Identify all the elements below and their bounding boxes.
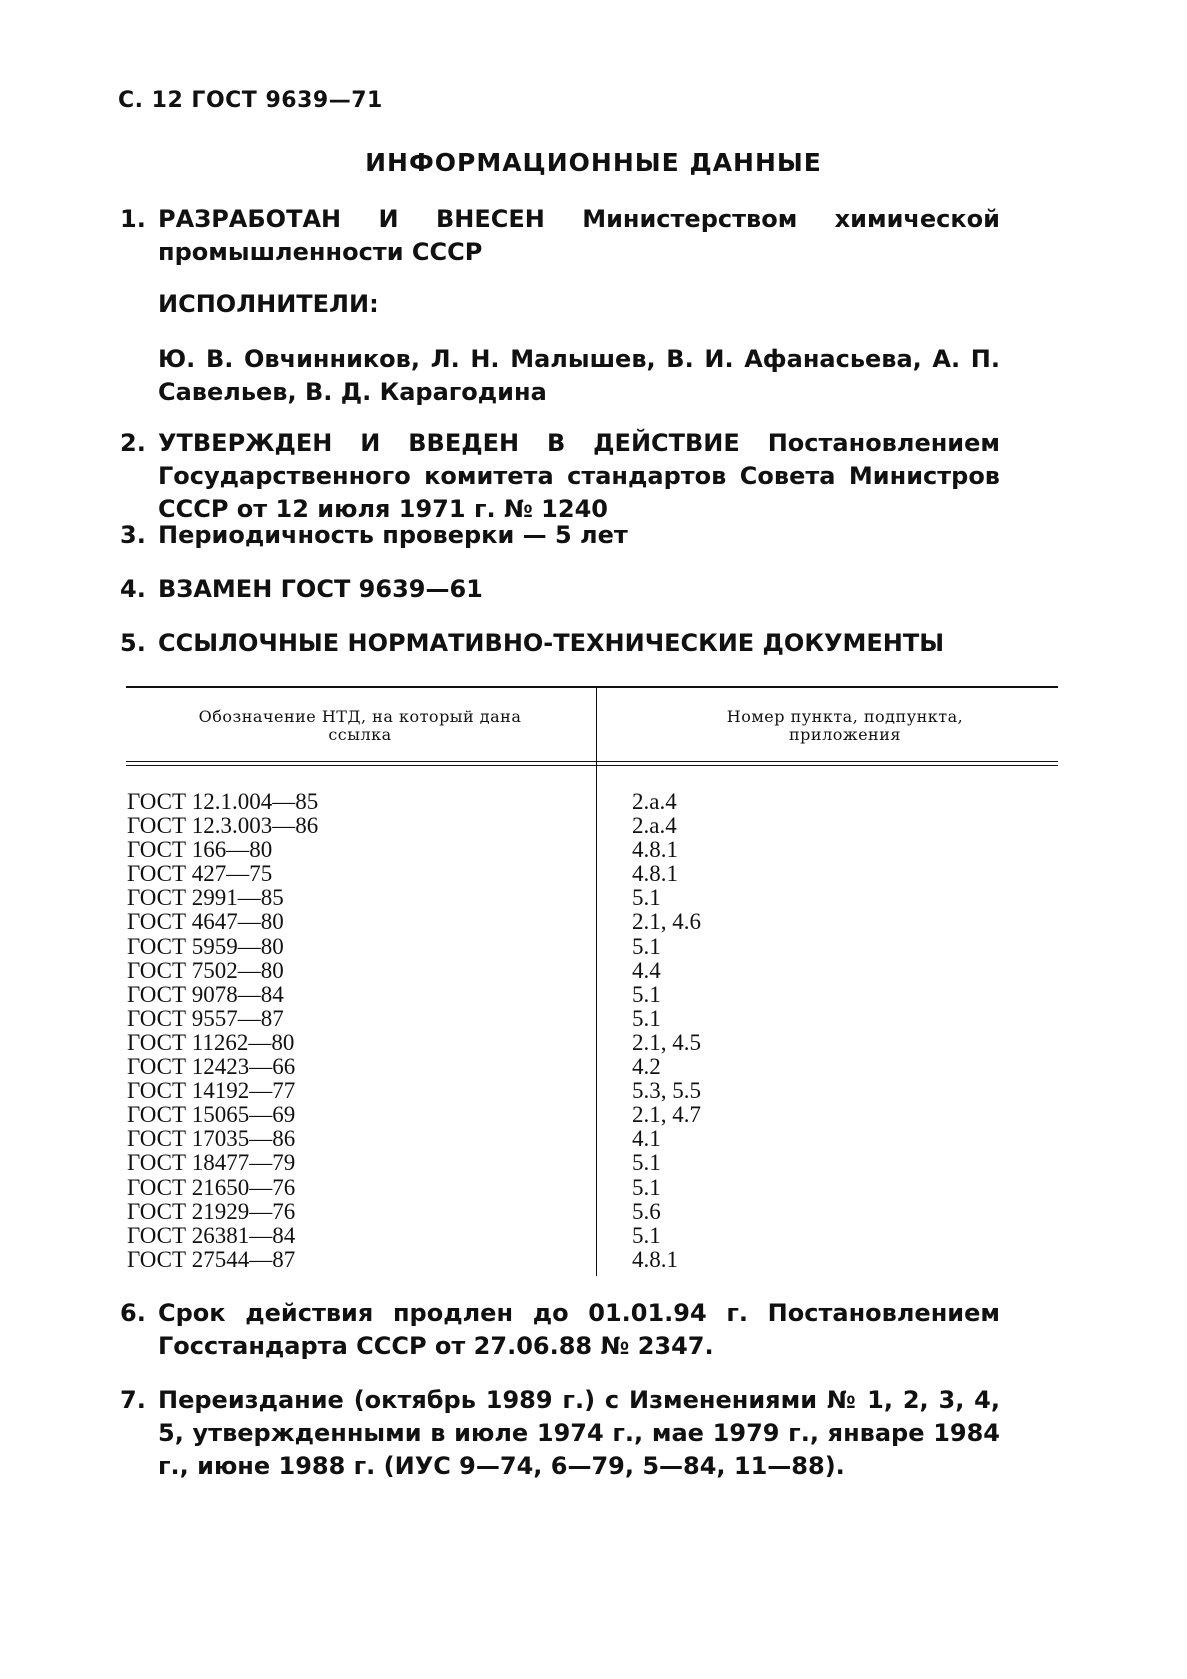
item-1-lead: РАЗРАБОТАН И ВНЕСЕН: [158, 205, 545, 233]
item-1-rest: Министерством химической промышленности СССР: [158, 205, 1000, 266]
item-1-number: 1.: [120, 205, 146, 233]
item-7-number: 7.: [120, 1386, 146, 1414]
table-cell-ref: 5.6: [632, 1198, 661, 1224]
item-1: [120, 203, 1000, 269]
table-col2-header: Номер пункта, подпункта, приложения: [726, 707, 964, 744]
table-cell-ref: 4.8.1: [632, 861, 678, 887]
table-cell-ref: 2.1, 4.5: [632, 1029, 701, 1055]
table-cell-ref: 4.4: [632, 957, 661, 983]
table-cell-doc: ГОСТ 9557—87: [127, 1005, 284, 1031]
table-top-rule: [126, 686, 1058, 688]
table-col1-header: Обозначение НТД, на который дана ссылка: [198, 707, 522, 744]
item-6-text: Срок действия продлен до 01.01.94 г. Постановлением Госстандарта СССР от 27.06.88 № 2347.: [158, 1299, 1000, 1360]
table-col2-values: [632, 790, 701, 1272]
table-column-divider: [596, 688, 597, 1276]
table-cell-ref: 2.1, 4.7: [632, 1102, 701, 1128]
table-cell-ref: 4.2: [632, 1054, 661, 1080]
table-cell-doc: ГОСТ 21929—76: [127, 1198, 296, 1224]
table-cell-ref: 5.3, 5.5: [632, 1078, 701, 1104]
table-cell-ref: 2.1, 4.6: [632, 909, 701, 935]
table-cell-ref: 5.1: [632, 885, 661, 911]
item-6: [120, 1297, 1000, 1363]
table-cell-ref: 5.1: [632, 1222, 661, 1248]
page-header: С. 12 ГОСТ 9639—71: [118, 88, 383, 113]
table-cell-doc: ГОСТ 17035—86: [127, 1126, 296, 1152]
item-2-rest: Постановлением Государственного комитета стандартов Совета Министров СССР от 12 июля 1971 г. № 1240: [158, 429, 1001, 523]
table-header-rule: [126, 761, 1058, 766]
table-cell-ref: 5.1: [632, 1005, 661, 1031]
table-cell-doc: ГОСТ 18477—79: [127, 1150, 296, 1176]
table-cell-ref: 5.1: [632, 1174, 661, 1200]
table-cell-doc: ГОСТ 166—80: [127, 837, 273, 863]
item-7: [120, 1384, 1000, 1483]
table-cell-doc: ГОСТ 27544—87: [127, 1246, 296, 1272]
table-cell-doc: ГОСТ 15065—69: [127, 1102, 296, 1128]
item-2-text: [158, 427, 1000, 526]
table-cell-doc: ГОСТ 14192—77: [127, 1078, 296, 1104]
item-5-text: ССЫЛОЧНЫЕ НОРМАТИВНО-ТЕХНИЧЕСКИЕ ДОКУМЕНТЫ: [158, 629, 945, 657]
item-6-number: 6.: [120, 1299, 146, 1327]
item-2-number: 2.: [120, 429, 146, 457]
table-col1-values: [127, 790, 318, 1272]
item-7-text: Переиздание (октябрь 1989 г.) с Изменениями № 1, 2, 3, 4, 5, утвержденными в июле 1974 г., мае 1979 г., январе 1984 г., июне 1988 г. (ИУС 9—74, 6—79, 5—84, 11—88).: [158, 1386, 1000, 1480]
table-cell-ref: 4.8.1: [632, 1246, 678, 1272]
table-cell-ref: 5.1: [632, 933, 661, 959]
item-2-lead: УТВЕРЖДЕН И ВВЕДЕН В ДЕЙСТВИЕ: [158, 429, 740, 457]
item-5-number: 5.: [120, 629, 146, 657]
item-4-text: ВЗАМЕН ГОСТ 9639—61: [158, 575, 483, 603]
table-cell-ref: 4.8.1: [632, 837, 678, 863]
table-cell-doc: ГОСТ 26381—84: [127, 1222, 296, 1248]
table-cell-ref: 4.1: [632, 1126, 661, 1152]
table-cell-doc: ГОСТ 9078—84: [127, 981, 284, 1007]
table-cell-ref: 5.1: [632, 981, 661, 1007]
table-cell-doc: ГОСТ 21650—76: [127, 1174, 296, 1200]
executors-title: ИСПОЛНИТЕЛИ:: [158, 290, 379, 318]
table-cell-ref: 2.а.4: [632, 789, 677, 814]
table-cell-doc: ГОСТ 5959—80: [127, 933, 284, 959]
item-3-text: Периодичность проверки — 5 лет: [158, 521, 628, 549]
table-cell-doc: ГОСТ 12.1.004—85: [127, 789, 319, 814]
table-cell-doc: ГОСТ 7502—80: [127, 957, 284, 983]
table-cell-ref: 2.а.4: [632, 813, 677, 839]
table-cell-doc: ГОСТ 12423—66: [127, 1054, 296, 1080]
table-cell-doc: ГОСТ 427—75: [127, 861, 273, 887]
table-cell-ref: 5.1: [632, 1150, 661, 1176]
table-cell-doc: ГОСТ 11262—80: [127, 1029, 295, 1055]
table-cell-doc: ГОСТ 4647—80: [127, 909, 284, 935]
item-2: [120, 427, 1000, 526]
item-3-number: 3.: [120, 521, 146, 549]
item-4-number: 4.: [120, 575, 146, 603]
executors-list: Ю. В. Овчинников, Л. Н. Малышев, В. И. Афанасьева, А. П. Савельев, В. Д. Карагодина: [158, 345, 1000, 406]
table-cell-doc: ГОСТ 2991—85: [127, 885, 284, 911]
table-cell-doc: ГОСТ 12.3.003—86: [127, 813, 319, 839]
item-1-text: [158, 203, 1000, 269]
page-title: ИНФОРМАЦИОННЫЕ ДАННЫЕ: [365, 148, 822, 177]
